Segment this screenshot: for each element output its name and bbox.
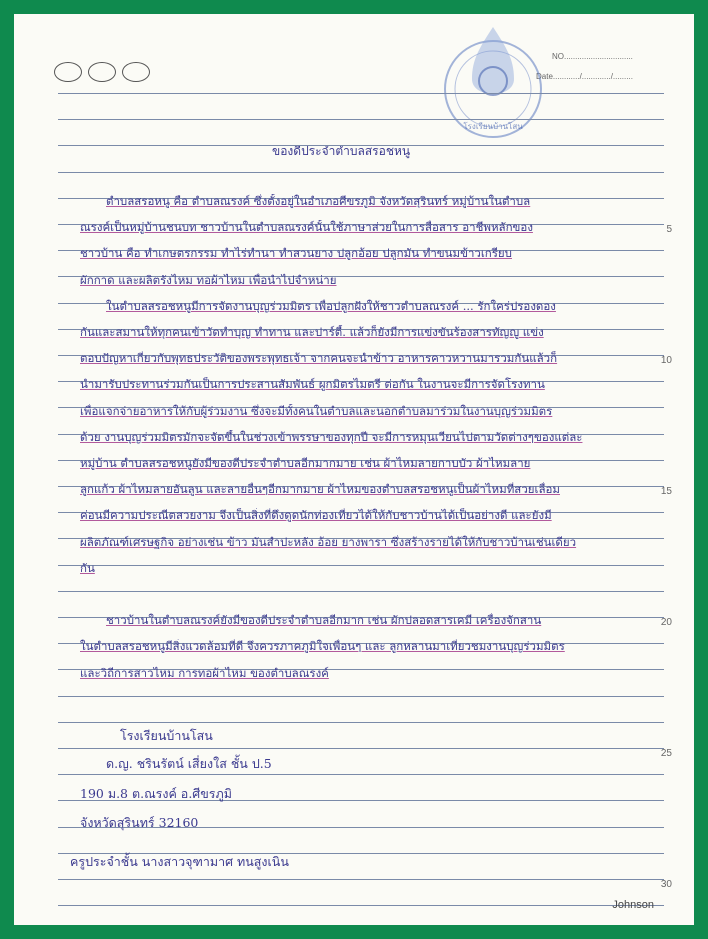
letter-line: ผักกาด และผลิตรังไหม ทอผ้าไหม เพื่อนำไปจำหน่าย	[80, 272, 337, 287]
notebook-brand: Johnson	[612, 899, 654, 911]
student-name: ด.ญ. ชรินรัตน์ เสี่ยงใส ชั้น ป.5	[106, 756, 272, 771]
notebook-page	[14, 14, 694, 925]
letter-title: ของดีประจำตำบลสรอชหนู	[272, 144, 411, 158]
letter-line: และวิถีการสาวไหม การทอผ้าไหม ของตำบลณรงค์	[80, 665, 329, 680]
binder-holes	[54, 62, 150, 82]
letter-line: หมู่บ้าน ตำบลสรอชหนูยังมีของดีประจำตำบลอีกมากมาย เช่น ผ้าไหมลายกาบบัว ผ้าไหมลาย	[80, 456, 531, 470]
letter-line: ณรงค์เป็นหมู่บ้านชนบท ชาวบ้านในตำบลณรงค์นั้นใช้ภาษาส่วยในการสื่อสาร อาชีพหลักของ	[80, 220, 533, 235]
seal-text: โรงเรียนบ้านโสน	[463, 122, 523, 131]
binder-hole	[122, 62, 150, 82]
address-line-1: 190 ม.8 ต.ณรงค์ อ.ศีขรภูมิ	[80, 786, 232, 801]
school-name: โรงเรียนบ้านโสน	[120, 728, 213, 743]
date-field: Date............/............./.........	[536, 72, 633, 81]
line-number: 10	[660, 355, 672, 367]
line-number: 15	[660, 486, 672, 498]
letter-line: ตำบลสรอหนู คือ ตำบลณรงค์ ซึ่งตั้งอยู่ในอำเภอศีขรภูมิ จังหวัดสุรินทร์ หมู่บ้านในตำบล	[106, 194, 531, 208]
line-number: 20	[660, 617, 672, 629]
letter-line: ด้วย งานบุญร่วมมิตรมักจะจัดขึ้นในช่วงเข้าพรรษาของทุกปี จะมีการหมุนเวียนไปตามวัดต่างๆของแต่ละ	[80, 429, 583, 444]
binder-hole	[54, 62, 82, 82]
ruled-line	[58, 696, 664, 697]
letter-line: ในตำบลสรอชหนูมีการจัดงานบุญร่วมมิตร เพื่อปลูกฝังให้ชาวตำบลณรงค์ ... รักใคร่ปรองดอง	[106, 298, 556, 313]
ruled-line	[58, 905, 664, 906]
ruled-line	[58, 774, 664, 775]
ruled-line	[58, 748, 664, 749]
binder-hole	[88, 62, 116, 82]
letter-line: กันและสมานให้ทุกคนเข้าวัดทำบุญ ทำทาน และปาร์ตี้. แล้วก็ยังมีการแข่งขันร้องสารทัญญู แข่ง	[80, 325, 544, 339]
letter-line: ชาวบ้านในตำบลณรงค์ยังมีของดีประจำตำบลอีกมาก เช่น ผักปลอดสารเคมี เครื่องจักสาน	[106, 613, 542, 628]
no-field: NO...............................	[552, 52, 633, 61]
letter-line: ค่อนมีความประณีตสวยงาม จึงเป็นสิ่งที่ดึงดูดนักท่องเที่ยวได้ให้กับชาวบ้านได้เป็นอย่างดี และยังมี	[80, 508, 552, 523]
letter-line: ชาวบ้าน คือ ทำเกษตรกรรม ทำไร่ทำนา ทำสวนยาง ปลูกอ้อย ปลูกมัน ทำขนมข้าวเกรียบ	[80, 246, 512, 261]
letter-line: ผลิตภัณฑ์เศรษฐกิจ อย่างเช่น ข้าว มันสำปะหลัง อ้อย ยางพารา ซึ่งสร้างรายได้ให้กับชาวบ้านเช่นเดียว	[80, 534, 577, 549]
letter-line: เพื่อแจกจ่ายอาหารให้กับผู้ร่วมงาน ซึ่งจะมีทั้งคนในตำบลและนอกตำบลมาร่วมในงานบุญร่วมมิตร	[80, 403, 553, 418]
ruled-line	[58, 145, 664, 146]
ruled-line	[58, 172, 664, 173]
school-seal-stamp	[432, 19, 554, 141]
ruled-line	[58, 119, 664, 120]
letter-line: ตอบปัญหาเกี่ยวกับพุทธประวัติของพระพุทธเจ้า จากคนจะนำข้าว อาหารคาวหวานมารวมกันแล้วก็	[80, 351, 558, 366]
letter-line: นำมารับประทานร่วมกันเป็นการประสานสัมพันธ์ ผูกมิตรไมตรี ต่อกัน ในงานจะมีการจัดโรงทาน	[80, 377, 545, 392]
letter-line: กัน	[80, 560, 95, 575]
line-number: 5	[666, 224, 672, 236]
letter-line: ในตำบลสรอชหนูมีสิ่งแวดล้อมที่ดี จึงควรภาคภูมิใจเพื่อนๆ และ ลูกหลานมาเที่ยวชมงานบุญร่วมมิตร	[80, 639, 565, 654]
ruled-line	[58, 591, 664, 592]
ruled-line	[58, 722, 664, 723]
address-line-2: จังหวัดสุรินทร์ 32160	[80, 815, 199, 830]
teacher-signature: ครูประจำชั้น นางสาวจุฑามาศ ทนสูงเนิน	[70, 854, 289, 869]
ruled-line	[58, 93, 664, 94]
line-number: 25	[660, 748, 672, 760]
letter-line: ลูกแก้ว ผ้าไหมลายอันลูน และลายอื่นๆอีกมากมาย ผ้าไหมของตำบลสรอชหนูเป็นผ้าไหมที่สวยเลื่อม	[80, 482, 560, 497]
line-number: 30	[660, 879, 672, 891]
ruled-line	[58, 879, 664, 880]
